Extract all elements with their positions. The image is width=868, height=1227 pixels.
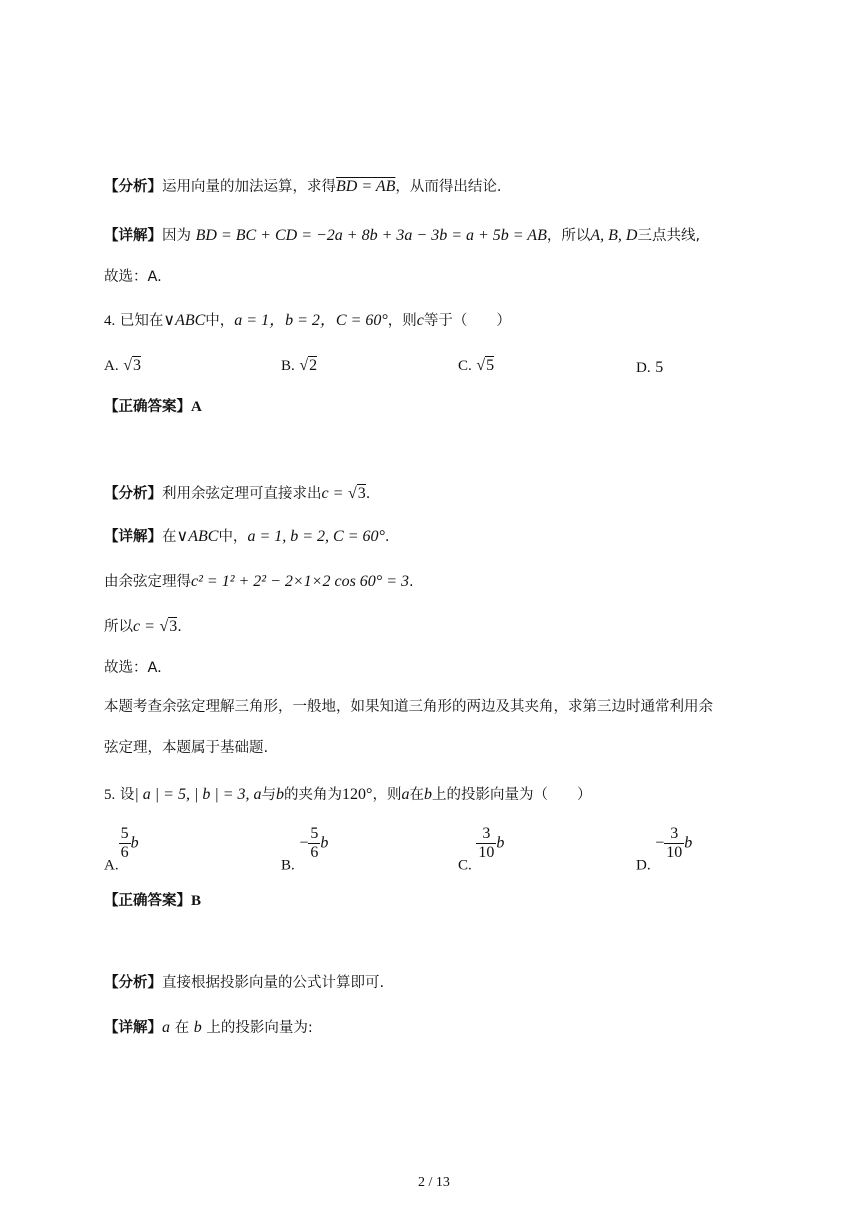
vector-equation: BD = AB xyxy=(336,178,396,195)
q5-analysis-line: 【分析】直接根据投影向量的公式计算即可. xyxy=(104,975,385,991)
q3-analysis-line: 【分析】运用向量的加法运算，求得BD = AB，从而得出结论. xyxy=(104,178,502,195)
page-number: 2 / 13 xyxy=(418,1175,450,1190)
q5-stem: 5. 设| a | = 5, | b | = 3, a与b的夹角为120°，则a在b上的投影向量为（ ） xyxy=(104,786,592,803)
sqrt-icon: √ xyxy=(348,485,357,502)
collinear-points: A, B, D xyxy=(590,227,638,244)
q4-comment-2: 弦定理，本题属于基础题. xyxy=(104,740,269,756)
q4-stem: 4. 已知在∨ABC中，a = 1，b = 2，C = 60°，则c等于（ ） xyxy=(104,312,511,329)
q4-option-a: A. √3 xyxy=(104,357,141,374)
q5-option-d: D. − $\frac{3}{10}$ b xyxy=(636,825,693,874)
q5-option-b: B. − $\frac{5}{6}$ b xyxy=(281,825,329,874)
q4-analysis-line: 【分析】利用余弦定理可直接求出c = √3. xyxy=(104,485,371,502)
sqrt-icon: √ xyxy=(299,357,309,374)
cosine-equation: c² = 1² + 2² − 2×1×2 cos 60° = 3 xyxy=(191,573,409,590)
sqrt-icon: √ xyxy=(476,357,486,374)
q4-choice: 故选：A. xyxy=(104,660,162,676)
q5-answer: 【正确答案】B xyxy=(104,893,202,909)
sqrt-icon: √ xyxy=(159,618,169,635)
q4-comment-1: 本题考查余弦定理解三角形，一般地，如果知道三角形的两边及其夹角，求第三边时通常利用余 xyxy=(104,699,713,715)
q5-option-a: A. $\frac{5}{6}$ b xyxy=(104,825,139,874)
q5-detail-line: 【详解】a 在 b 上的投影向量为: xyxy=(104,1019,313,1036)
q4-cosine-line: 由余弦定理得c² = 1² + 2² − 2×1×2 cos 60° = 3. xyxy=(104,573,414,590)
q3-choice: 故选：A. xyxy=(104,269,162,285)
detail-tag: 【详解】 xyxy=(104,228,162,244)
q4-option-b: B. √2 xyxy=(281,357,318,374)
triangle-label: ∨ABC xyxy=(163,312,206,329)
conditions: a = 1，b = 2，C = 60° xyxy=(234,312,388,329)
q4-option-c: C. √5 xyxy=(458,357,495,374)
sqrt-icon: √ xyxy=(123,357,132,374)
q4-result-line: 所以c = √3. xyxy=(104,618,182,635)
q4-detail-line: 【详解】在∨ABC中，a = 1, b = 2, C = 60°. xyxy=(104,528,390,545)
analysis-tag: 【分析】 xyxy=(104,179,162,195)
q5-option-c: C. $\frac{3}{10}$ b xyxy=(458,825,505,874)
q4-option-d: D. 5 xyxy=(636,359,664,376)
q3-detail-line: 【详解】因为 BD = BC + CD = −2a + 8b + 3a − 3b = a + 5b = AB，所以A, B, D三点共线, xyxy=(104,227,701,244)
vector-sum-equation: BD = BC + CD = −2a + 8b + 3a − 3b = a + 5b = AB xyxy=(195,227,547,244)
q4-answer: 【正确答案】A xyxy=(104,399,202,415)
question-number: 4. xyxy=(104,313,116,329)
